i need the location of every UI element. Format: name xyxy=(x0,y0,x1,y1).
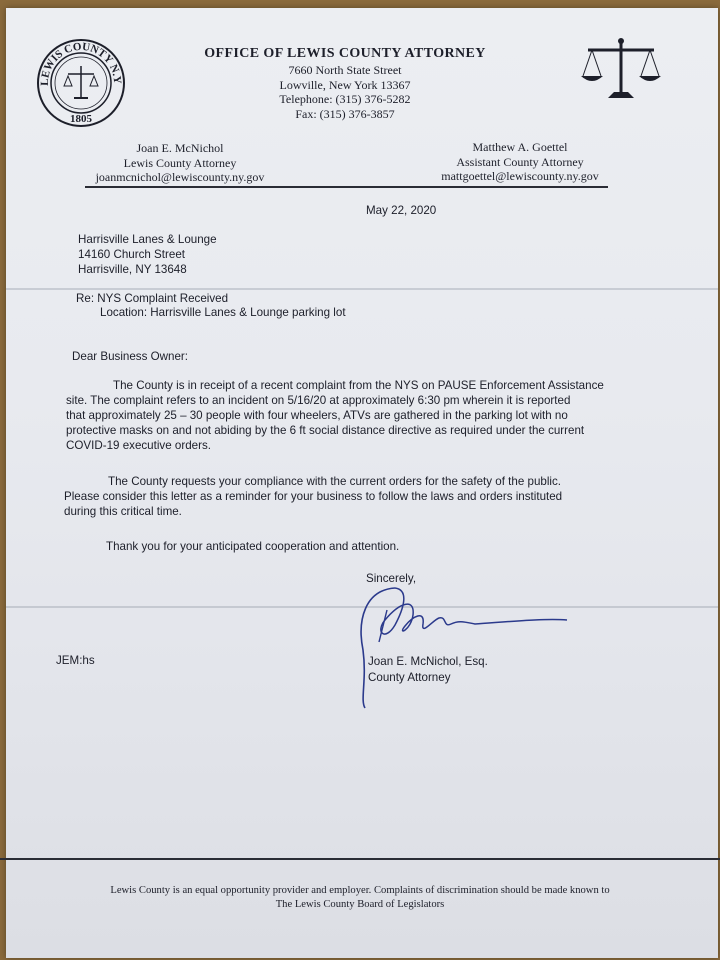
recipient-city: Harrisville, NY 13648 xyxy=(78,263,187,276)
footer-line-2: The Lewis County Board of Legislators xyxy=(275,899,445,910)
seal-top-text: LEWIS COUNTY N.Y xyxy=(38,40,124,86)
signer-block xyxy=(368,654,488,686)
closing: Sincerely, xyxy=(366,572,417,585)
paragraph-line: protective masks on and not abiding by the 6 ft social distance directive as required under the current xyxy=(66,424,585,437)
salutation: Dear Business Owner: xyxy=(72,350,188,363)
recipient-name: Harrisville Lanes & Lounge xyxy=(78,233,217,246)
footer-divider xyxy=(0,858,720,860)
footer-notice xyxy=(40,884,680,912)
footer-line-1: Lewis County is an equal opportunity provider and employer. Complaints of discrimination should be made known to xyxy=(110,885,610,896)
letterhead-divider xyxy=(85,186,608,188)
paragraph-line: COVID-19 executive orders. xyxy=(66,439,211,452)
office-city: Lowville, New York 13367 xyxy=(279,77,411,92)
left-contact-block xyxy=(80,141,280,185)
letter-date: May 22, 2020 xyxy=(366,204,437,217)
paragraph-line: The County is in receipt of a recent complaint from the NYS on PAUSE Enforcement Assistance xyxy=(113,379,604,392)
body-paragraph-2 xyxy=(64,474,634,519)
scales-of-justice-icon xyxy=(580,36,662,102)
left-contact-title: Lewis County Attorney xyxy=(123,155,237,170)
handwritten-signature xyxy=(355,580,575,710)
paragraph-line: The County requests your compliance with the current orders for the safety of the public. xyxy=(108,475,562,488)
office-street: 7660 North State Street xyxy=(288,63,402,77)
signer-name: Joan E. McNichol, Esq. xyxy=(368,655,488,668)
right-contact-name: Matthew A. Goettel xyxy=(472,140,568,154)
left-contact-email[interactable]: joanmcnichol@lewiscounty.ny.gov xyxy=(95,170,265,184)
recipient-address xyxy=(78,232,217,277)
right-contact-email[interactable]: mattgoettel@lewiscounty.ny.gov xyxy=(441,169,599,183)
body-paragraph-1 xyxy=(66,378,636,453)
right-contact-block xyxy=(420,140,620,184)
office-fax: Fax: (315) 376-3857 xyxy=(295,106,395,121)
paragraph-line: site. The complaint refers to an incident on 5/16/20 at approximately 6:30 pm wherein it is reported xyxy=(66,394,571,407)
typist-initials: JEM:hs xyxy=(56,654,95,667)
seal-year: 1805 xyxy=(70,113,92,125)
office-address xyxy=(230,63,460,121)
left-contact-name: Joan E. McNichol xyxy=(136,141,224,155)
paragraph-line: Please consider this letter as a reminder for your business to follow the laws and orders instituted xyxy=(64,490,563,503)
re-subject: Re: NYS Complaint Received xyxy=(76,292,229,305)
right-contact-title: Assistant County Attorney xyxy=(456,154,584,169)
recipient-street: 14160 Church Street xyxy=(78,248,185,261)
thanks-line: Thank you for your anticipated cooperation and attention. xyxy=(106,540,400,553)
paragraph-line: that approximately 25 – 30 people with four wheelers, ATVs are gathered in the parking lot with no xyxy=(66,409,568,422)
fold-crease xyxy=(6,288,718,290)
signer-title: County Attorney xyxy=(368,671,451,684)
re-location: Location: Harrisville Lanes & Lounge parking lot xyxy=(100,306,346,319)
office-title: OFFICE OF LEWIS COUNTY ATTORNEY xyxy=(204,46,486,61)
county-seal-logo xyxy=(36,38,126,128)
office-telephone: Telephone: (315) 376-5282 xyxy=(279,92,411,106)
paragraph-line: during this critical time. xyxy=(64,505,182,518)
